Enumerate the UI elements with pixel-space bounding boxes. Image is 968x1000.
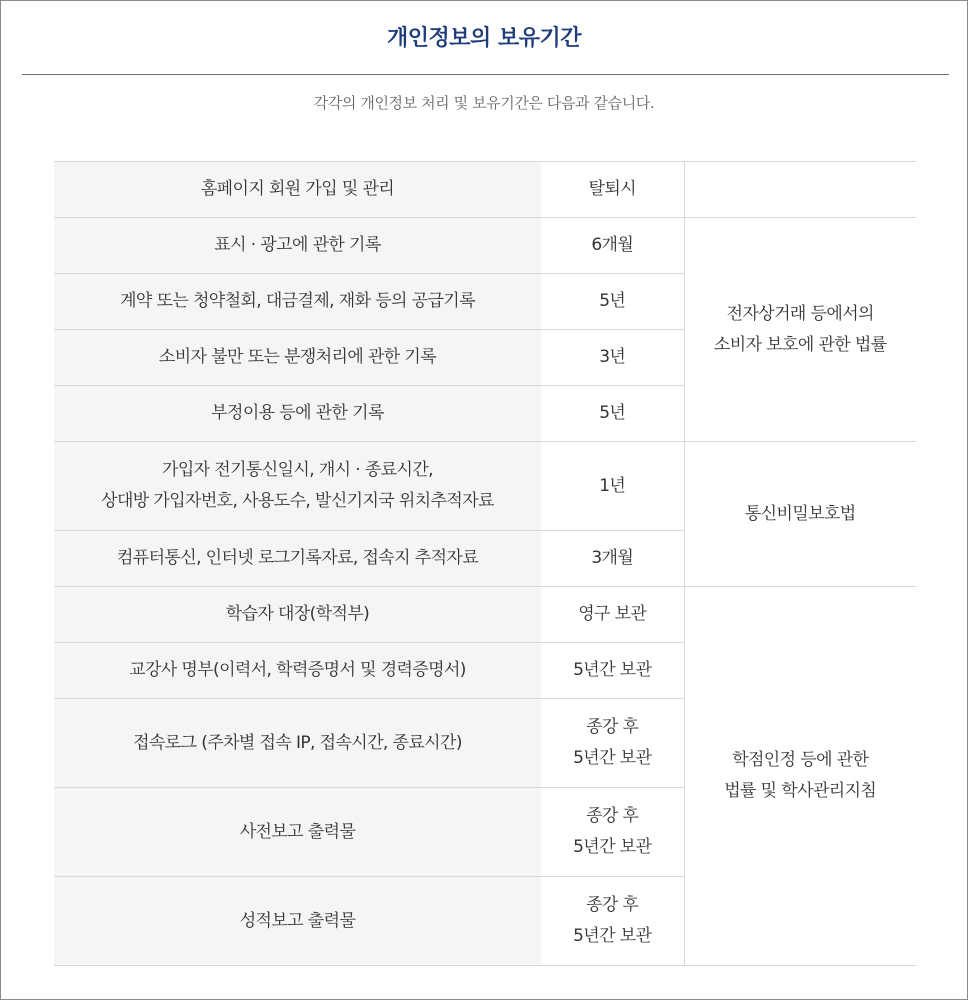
item-text: 홈페이지 회원 가입 및 관리 bbox=[200, 179, 395, 199]
item-text: 가입자 전기통신일시, 개시 · 종료시간, bbox=[162, 460, 433, 480]
retention-period bbox=[541, 162, 684, 218]
period-text: 5년간 보관 bbox=[573, 660, 652, 680]
retention-item bbox=[54, 330, 541, 386]
legal-basis-ecommerce bbox=[684, 218, 916, 442]
period-text: 6개월 bbox=[591, 235, 634, 255]
period-text: 5년 bbox=[599, 291, 626, 311]
period-text: 5년간 보관 bbox=[573, 926, 652, 946]
retention-item bbox=[54, 643, 541, 699]
legal-basis-telecom bbox=[684, 442, 916, 587]
retention-item bbox=[54, 442, 541, 531]
retention-item bbox=[54, 877, 541, 966]
item-text: 사전보고 출력물 bbox=[239, 821, 356, 842]
item-text: 성적보고 출력물 bbox=[239, 910, 356, 931]
item-text: 부정이용 등에 관한 기록 bbox=[211, 403, 384, 423]
legal-basis-credit bbox=[684, 587, 916, 966]
retention-item bbox=[54, 699, 541, 788]
retention-item bbox=[54, 531, 541, 587]
retention-item bbox=[54, 274, 541, 330]
retention-item bbox=[54, 162, 541, 218]
legal-basis-empty bbox=[684, 162, 916, 218]
retention-period bbox=[541, 643, 684, 699]
retention-item bbox=[54, 218, 541, 274]
period-text: 종강 후 bbox=[586, 806, 639, 826]
retention-period bbox=[541, 274, 684, 330]
period-text: 5년 bbox=[599, 403, 626, 423]
period-text: 1년 bbox=[599, 475, 626, 496]
retention-period bbox=[541, 218, 684, 274]
item-text: 컴퓨터통신, 인터넷 로그기록자료, 접속지 추적자료 bbox=[116, 548, 479, 568]
retention-period bbox=[541, 531, 684, 587]
retention-period bbox=[541, 330, 684, 386]
retention-item bbox=[54, 788, 541, 877]
law-text: 통신비밀보호법 bbox=[744, 503, 856, 524]
item-text: 접속로그 (주차별 접속 IP, 접속시간, 종료시간) bbox=[133, 732, 462, 753]
item-text: 계약 또는 청약철회, 대금결제, 재화 등의 공급기록 bbox=[120, 291, 475, 311]
title-divider bbox=[22, 74, 949, 75]
period-text: 영구 보관 bbox=[578, 604, 647, 624]
table-row bbox=[54, 442, 916, 531]
law-text: 전자상거래 등에서의 bbox=[726, 303, 874, 324]
law-text: 법률 및 학사관리지침 bbox=[724, 781, 877, 801]
item-text: 소비자 불만 또는 분쟁처리에 관한 기록 bbox=[158, 347, 437, 367]
retention-period bbox=[541, 587, 684, 643]
table-row bbox=[54, 587, 916, 643]
table-row bbox=[54, 218, 916, 274]
retention-period bbox=[541, 442, 684, 531]
item-text: 학습자 대장(학적부) bbox=[225, 604, 370, 624]
period-text: 5년간 보관 bbox=[573, 837, 652, 857]
retention-period bbox=[541, 699, 684, 788]
period-text: 종강 후 bbox=[586, 717, 639, 737]
retention-period bbox=[541, 788, 684, 877]
retention-table bbox=[54, 161, 916, 966]
retention-item bbox=[54, 386, 541, 442]
page-subtitle: 각각의 개인정보 처리 및 보유기간은 다음과 같습니다. bbox=[313, 94, 655, 112]
item-text: 표시 · 광고에 관한 기록 bbox=[214, 235, 381, 255]
page-title: 개인정보의 보유기간 bbox=[387, 26, 581, 51]
period-text: 3개월 bbox=[591, 548, 634, 568]
law-text: 소비자 보호에 관한 법률 bbox=[713, 334, 887, 355]
item-text: 상대방 가입자번호, 사용도수, 발신기지국 위치추적자료 bbox=[101, 491, 494, 511]
period-text: 5년간 보관 bbox=[573, 748, 652, 768]
item-text: 교강사 명부(이력서, 학력증명서 및 경력증명서) bbox=[129, 660, 466, 680]
retention-item bbox=[54, 587, 541, 643]
period-text: 3년 bbox=[599, 347, 626, 367]
table-row bbox=[54, 162, 916, 218]
period-text: 탈퇴시 bbox=[588, 179, 636, 199]
retention-period bbox=[541, 386, 684, 442]
period-text: 종강 후 bbox=[586, 895, 639, 915]
law-text: 학점인정 등에 관한 bbox=[732, 750, 869, 770]
retention-period bbox=[541, 877, 684, 966]
